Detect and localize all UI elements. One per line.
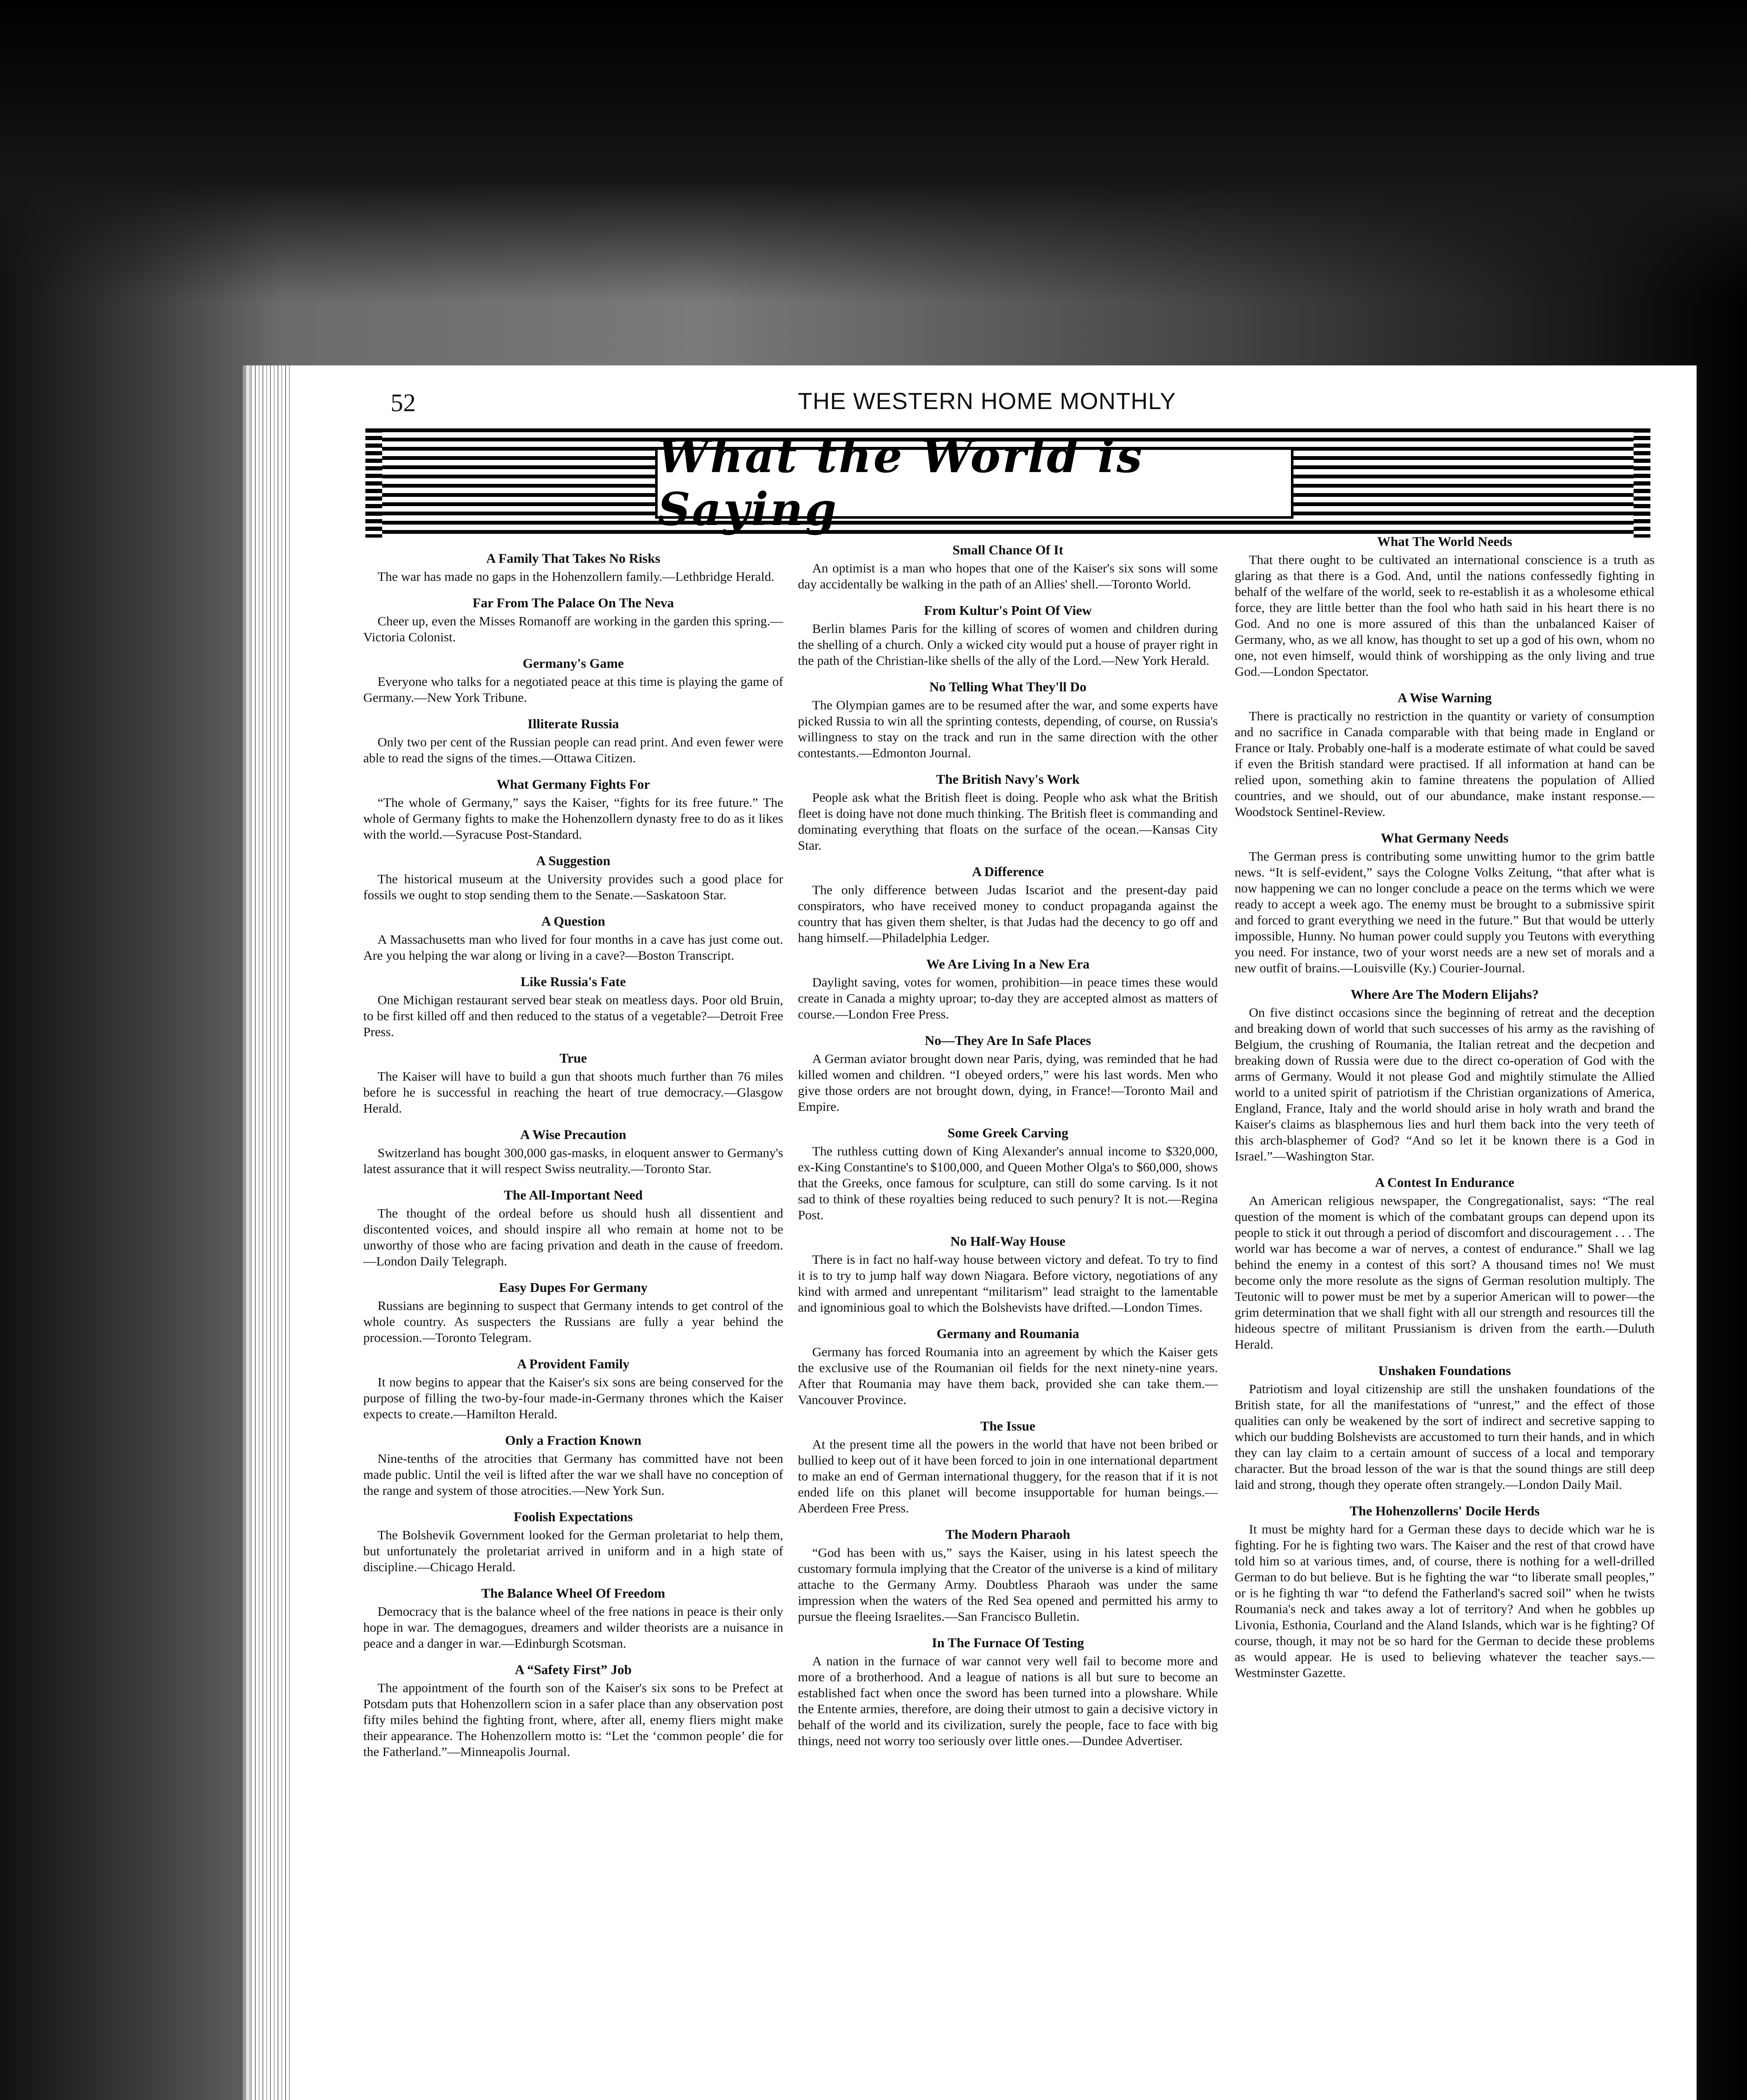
article-headline: A Family That Takes No Risks xyxy=(486,551,661,566)
article-body: Cheer up, even the Misses Romanoff are working in the garden this spring.—Victoria Colonist. xyxy=(363,614,783,644)
page-number: 52 xyxy=(391,389,416,417)
article xyxy=(1235,1174,1655,1352)
article xyxy=(1235,1503,1655,1681)
article xyxy=(798,864,1218,946)
article xyxy=(798,1125,1218,1223)
article-body: The Kaiser will have to build a gun that shoots much further than 76 miles before he is successful in reaching the heart of true democracy.—Glasgow Herald. xyxy=(363,1069,783,1116)
article-body: A Massachusetts man who lived for four months in a cave has just come out. Are you helping the war along or living in a cave?—Boston Transcript. xyxy=(363,932,783,963)
article-headline: Foolish Expectations xyxy=(514,1509,633,1524)
article-body: The Olympian games are to be resumed after the war, and some experts have picked Russia to win all the sprinting contests, depending, of course, on Russia's willingness to stay on the track and run in the same direction with the other contestants.—Edmonton Journal. xyxy=(798,698,1218,760)
article-body: Russians are beginning to suspect that Germany intends to get control of the whole country. As suspecters the Russians are fully a year behind the procession.—Toronto Telegram. xyxy=(363,1298,783,1345)
article-headline: Small Chance Of It xyxy=(952,542,1063,557)
article xyxy=(363,655,783,706)
article-body: The only difference between Judas Iscariot and the present-day paid conspirators, who have received money to conduct propaganda against the country that has given them shelter, is that Judas had the decency to go off and hang himself.—Philadelphia Ledger. xyxy=(798,882,1218,945)
article-body: Only two per cent of the Russian people can read print. And even fewer were able to read the signs of the times.—Ottawa Citizen. xyxy=(363,735,783,765)
article-body: The Bolshevik Government looked for the German proletariat to help them, but unfortunately the proletariat arrived in uniform and in a high state of discipline.—Chicago Herald. xyxy=(363,1528,783,1574)
page-gutter xyxy=(252,365,290,2100)
article xyxy=(1235,830,1655,976)
article-body: People ask what the British fleet is doing. People who ask what the British fleet is doing have not done much thinking. The British fleet is commanding and dominating everything that floats on the surface of the ocean.—Kansas City Star. xyxy=(798,790,1218,853)
magazine-page xyxy=(252,365,1697,2100)
article-body: At the present time all the powers in the world that have not been bribed or bullied to keep out of it have been forced to join in one international department to make an end of German international thuggery, for the reason that if it is not ended life on this planet will become insupportable for human beings.—Aberdeen Free Press. xyxy=(798,1437,1218,1515)
article-headline: Germany's Game xyxy=(522,656,624,671)
article-body: There is in fact no half-way house between victory and defeat. To try to find it is to try to jump half way down Niagara. Before victory, negotiations of any kind with armed and unrepentant “militarism” lead straight to the lamentable and ignominious goal to which the Bolshevists have drifted.—London Times. xyxy=(798,1252,1218,1315)
article-headline: We Are Living In a New Era xyxy=(926,956,1090,971)
scan-shadow-top xyxy=(0,0,1747,302)
article xyxy=(363,1585,783,1651)
article xyxy=(363,550,783,585)
article xyxy=(363,853,783,903)
article-headline: The Hohenzollerns' Docile Herds xyxy=(1349,1503,1540,1518)
article-body: An American religious newspaper, the Congregationalist, says: “The real question of the moment is which of the combatant groups can depend upon its people to stick it out through a period of discomfort and discouragement . . . The world war has become a war of nerves, a contest of endurance.” Shall we lag behind the enemy in a contest of this sort? A thousand times no! We must become only the more resolute as the signs of German resolution multiply. The Teutonic will to power must be met by a superior American will to power—the grim determination that we shall fight with all our strength and resources till the hideous spectre of militant Prussianism is driven from the earth.—Duluth Herald. xyxy=(1235,1193,1655,1352)
article-body: A German aviator brought down near Paris, dying, was reminded that he had killed women and children. “I obeyed orders,” were his last words. Men who give those orders are not brought down, dying, in France!—Toronto Mail and Empire. xyxy=(798,1051,1218,1114)
article-body: An optimist is a man who hopes that one of the Kaiser's six sons will some day accidentally be walking in the path of an Allies' shell.—Toronto World. xyxy=(798,561,1218,591)
article xyxy=(363,1509,783,1575)
article-headline: The Modern Pharaoh xyxy=(945,1527,1070,1542)
article xyxy=(363,1432,783,1499)
article xyxy=(363,595,783,645)
article xyxy=(363,1126,783,1177)
article xyxy=(798,771,1218,853)
article-body: The thought of the ordeal before us should hush all dissentient and discontented voices, and should inspire all who remain at home not to be unworthy of those who are facing privation and death in the cause of freedom.—London Daily Telegraph. xyxy=(363,1206,783,1268)
article xyxy=(798,1326,1218,1408)
article-headline: True xyxy=(559,1050,587,1066)
article-body: One Michigan restaurant served bear steak on meatless days. Poor old Bruin, to be first killed off and then reduced to the status of a vegetable?—Detroit Free Press. xyxy=(363,992,783,1039)
article-headline: Unshaken Foundations xyxy=(1378,1363,1511,1378)
article-body: Patriotism and loyal citizenship are still the unshaken foundations of the British state, for all the manifestations of “unrest,” and the effect of those qualities can only be weakened by the sort of indirect and secretive sapping to which our budding Bolshevists are accustomed to turn their hands, and in which they can lay claim to a certain amount of success of a local and temporary character. But the broad lesson of the war is that the sound things are still deep laid and strong, though they operate often strangely.—London Daily Mail. xyxy=(1235,1381,1655,1492)
section-title: What the World is Saying xyxy=(658,430,1144,536)
article-headline: Like Russia's Fate xyxy=(520,974,626,989)
article-headline: Far From The Palace On The Neva xyxy=(472,595,674,610)
article-body: Democracy that is the balance wheel of the free nations in peace is their only hope in war. The demagogues, dreamers and wilder theorists are a nuisance in peace and a danger in war.—Edinburgh Scotsman. xyxy=(363,1604,783,1651)
article-headline: No Half-Way House xyxy=(950,1234,1065,1249)
article-headline: Germany and Roumania xyxy=(936,1326,1079,1341)
article-body: That there ought to be cultivated an international conscience is a truth as glaring as that there is a God. And, until the nations confessedly fighting in behalf of the welfare of the world, seek to re-establish it as a wholesome ethical force, they are little better than the fool who hath said in his heart there is no God. And no one is more assured of this than the unbalanced Kaiser of Germany, who, as we all know, has thought to set up a god of his own, whom no one, not even himself, would think of worshipping as the only living and true God.—London Spectator. xyxy=(1235,552,1655,679)
article-headline: What Germany Fights For xyxy=(496,777,650,792)
column-1 xyxy=(363,550,783,1770)
article-headline: In The Furnace Of Testing xyxy=(931,1635,1084,1650)
article-headline: The British Navy's Work xyxy=(936,772,1080,787)
article-body: The historical museum at the University provides such a good place for fossils we ought to stop sending them to the Senate.—Saskatoon Star. xyxy=(363,872,783,902)
article xyxy=(363,1662,783,1760)
article xyxy=(798,1032,1218,1115)
article-headline: From Kultur's Point Of View xyxy=(924,603,1092,618)
article xyxy=(798,542,1218,592)
article xyxy=(1235,986,1655,1164)
article xyxy=(363,1187,783,1269)
article-headline: A Contest In Endurance xyxy=(1375,1175,1514,1190)
article xyxy=(798,1635,1218,1749)
article xyxy=(363,776,783,843)
article xyxy=(363,974,783,1040)
article-body: Nine-tenths of the atrocities that Germany has committed have not been made public. Until the veil is lifted after the war we shall have no conception of the range and system of those atrocities.—New York Sun. xyxy=(363,1451,783,1498)
article-body: Everyone who talks for a negotiated peace at this time is playing the game of Germany.—New York Tribune. xyxy=(363,674,783,705)
banner-title-box xyxy=(655,430,1293,536)
article-headline: The All-Important Need xyxy=(504,1187,643,1202)
article-body: A nation in the furnace of war cannot very well fail to become more and more of a brotherhood. And a league of nations is all but sure to become an established fact when once the sword has been turned into a plowshare. While the Entente armies, therefore, are doing their utmost to gain a decisive victory in behalf of the world and its civilization, surely the people, face to face with big things, need not worry too seriously over little ones.—Dundee Advertiser. xyxy=(798,1654,1218,1748)
article xyxy=(1235,690,1655,820)
article xyxy=(798,602,1218,669)
article-headline: A Question xyxy=(541,914,606,929)
article-body: There is practically no restriction in the quantity or variety of consumption and no sacrifice in Canada comparable with that being made in England or France or Italy. Probably one-half is a moderate estimate of what could be saved if even the British standard were practised. If all information at hand can be relied upon, something akin to famine threatens the population of Allied countries, and we should, out of our abundance, make instant response.—Woodstock Sentinel-Review. xyxy=(1235,709,1655,819)
article-headline: The Balance Wheel Of Freedom xyxy=(481,1586,665,1601)
article-headline: A Provident Family xyxy=(517,1356,630,1371)
article-body: Switzerland has bought 300,000 gas-masks, in eloquent answer to Germany's latest assurance that it will respect Swiss neutrality.—Toronto Star. xyxy=(363,1145,783,1176)
article-headline: A Suggestion xyxy=(536,853,611,868)
article-headline: A Wise Precaution xyxy=(520,1127,627,1142)
article-body: It now begins to appear that the Kaiser's six sons are being conserved for the purpose of filling the two-by-four made-in-Germany thrones which the Kaiser expects to create.—Hamilton Herald. xyxy=(363,1375,783,1421)
article-body: “The whole of Germany,” says the Kaiser, “fights for its free future.” The whole of Germany fights to make the Hohenzollern dynasty free to do as it likes with the world.—Syracuse Post-Standard. xyxy=(363,795,783,842)
article-headline: No—They Are In Safe Places xyxy=(925,1033,1091,1048)
column-3 xyxy=(1235,533,1655,1691)
article-headline: No Telling What They'll Do xyxy=(929,679,1087,694)
article-headline: What Germany Needs xyxy=(1381,830,1508,845)
article-body: The ruthless cutting down of King Alexander's annual income to $320,000, ex-King Constantine's to $100,000, and Queen Mother Olga's to $60,000, shows that the Greeks, once famous for sculpture, can still do some carving. Is it not sad to think of these royalties being reduced to such penury? It is not.—Regina Post. xyxy=(798,1144,1218,1222)
banner-right-ornament xyxy=(1634,428,1650,538)
article-headline: A Wise Warning xyxy=(1397,690,1492,705)
article xyxy=(1235,533,1655,680)
article xyxy=(798,1418,1218,1516)
article xyxy=(798,956,1218,1022)
article-body: The war has made no gaps in the Hohenzollern family.—Lethbridge Herald. xyxy=(378,569,774,584)
article-headline: What The World Needs xyxy=(1377,534,1512,549)
article-headline: Where Are The Modern Elijahs? xyxy=(1351,987,1539,1002)
article-body: Daylight saving, votes for women, prohibition—in peace times these would create in Canada a mighty uproar; to-day they are accepted almost as matters of course.—London Free Press. xyxy=(798,975,1218,1021)
article-body: “God has been with us,” says the Kaiser, using in his latest speech the customary formula implying that the Creator of the universe is a kind of military attache to the Germany Army. Doubtless Pharaoh was under the same impression when the waters of the Red Sea opened and permitted his army to pursue the fleeing Israelites.—San Francisco Bulletin. xyxy=(798,1545,1218,1624)
article-body: The German press is contributing some unwitting humor to the grim battle news. “It is self-evident,” says the Cologne Volks Zeitung, “that after what is now happening we can no longer conclude a peace on the terms which we were ready to accept a week ago. The enemy must be brought to a submissive spirit and forced to grant everything we need in the future.” But that would be utterly impossible, Hunny. No human power could supply you Teutons with everything you need. For instance, two of your worst needs are a new set of morals and a new outfit of brains.—Louisville (Ky.) Courier-Journal. xyxy=(1235,849,1655,975)
article-headline: The Issue xyxy=(980,1418,1036,1433)
article-body: Berlin blames Paris for the killing of scores of women and children during the shelling of a church. Only a wicked city would put a house of prayer right in the path of the Christian-like shells of the ally of the Lord.—New York Herald. xyxy=(798,621,1218,668)
article-body: Germany has forced Roumania into an agreement by which the Kaiser gets the exclusive use of the Roumanian oil fields for the next ninety-nine years. After that Roumania may have them back, provided she can take them.—Vancouver Province. xyxy=(798,1344,1218,1407)
article-body: It must be mighty hard for a German these days to decide which war he is fighting. For he is fighting two wars. The Kaiser and the rest of that crowd have told him so at various times, and, of course, there is nothing for a well-drilled German to do but believe. But is he fighting the war “to liberate small peoples,” or is he fighting th war “to defend the Fatherland's sacred soil” when he twists Roumania's neck and takes away a lot of territory? And when he gobbles up Livonia, Esthonia, Courland and the Aland Islands, which war is he fighting? Of course, though, it may not be so hard for the German to decide these problems as would appear. He is used to believing whatever the teacher says.—Westminster Gazette. xyxy=(1235,1522,1655,1680)
article-headline: Only a Fraction Known xyxy=(505,1433,642,1448)
section-banner xyxy=(365,428,1650,538)
article-headline: Easy Dupes For Germany xyxy=(498,1280,648,1295)
banner-left-ornament xyxy=(365,428,382,538)
article-body: The appointment of the fourth son of the Kaiser's six sons to be Prefect at Potsdam puts that Hohenzollern scion in a safer place than any observation post fifty miles behind the fighting front, where, after all, enemy fliers might make their appearance. The Hohenzollern motto is: “Let the ‘common people’ die for the Fatherland.”—Minneapolis Journal. xyxy=(363,1680,783,1759)
article-headline: Some Greek Carving xyxy=(947,1125,1068,1140)
article xyxy=(363,1279,783,1346)
article xyxy=(798,1526,1218,1625)
article xyxy=(363,716,783,766)
article xyxy=(363,1050,783,1116)
article-headline: A Difference xyxy=(972,864,1044,879)
magazine-title: THE WESTERN HOME MONTHLY xyxy=(798,388,1176,414)
article-headline: A “Safety First” Job xyxy=(514,1662,632,1677)
article xyxy=(798,1233,1218,1315)
article xyxy=(363,913,783,963)
article xyxy=(363,1356,783,1422)
column-2 xyxy=(798,542,1218,1759)
article-headline: Illiterate Russia xyxy=(527,716,619,731)
article xyxy=(1235,1362,1655,1493)
article xyxy=(798,679,1218,761)
article-body: On five distinct occasions since the beginning of retreat and the deception and breaking down of world that such successes of his army as the ravishing of Belgium, the crushing of Roumania, the Italian retreat and the decpetion and breaking down of Russia were due to the direct co-operation of God with the arms of Germany. Would it not please God and mightily stimulate the Allied world to a united spirit of patriotism if the Christian organizations of America, England, France, Italy and the world should arise in holy wrath and brand the Kaiser's claims as blasphemous lies and hurl them back into the very teeth of this arch-blasphemer of God? “And so let it be known there is a God in Israel.”—Washington Star. xyxy=(1235,1005,1655,1163)
